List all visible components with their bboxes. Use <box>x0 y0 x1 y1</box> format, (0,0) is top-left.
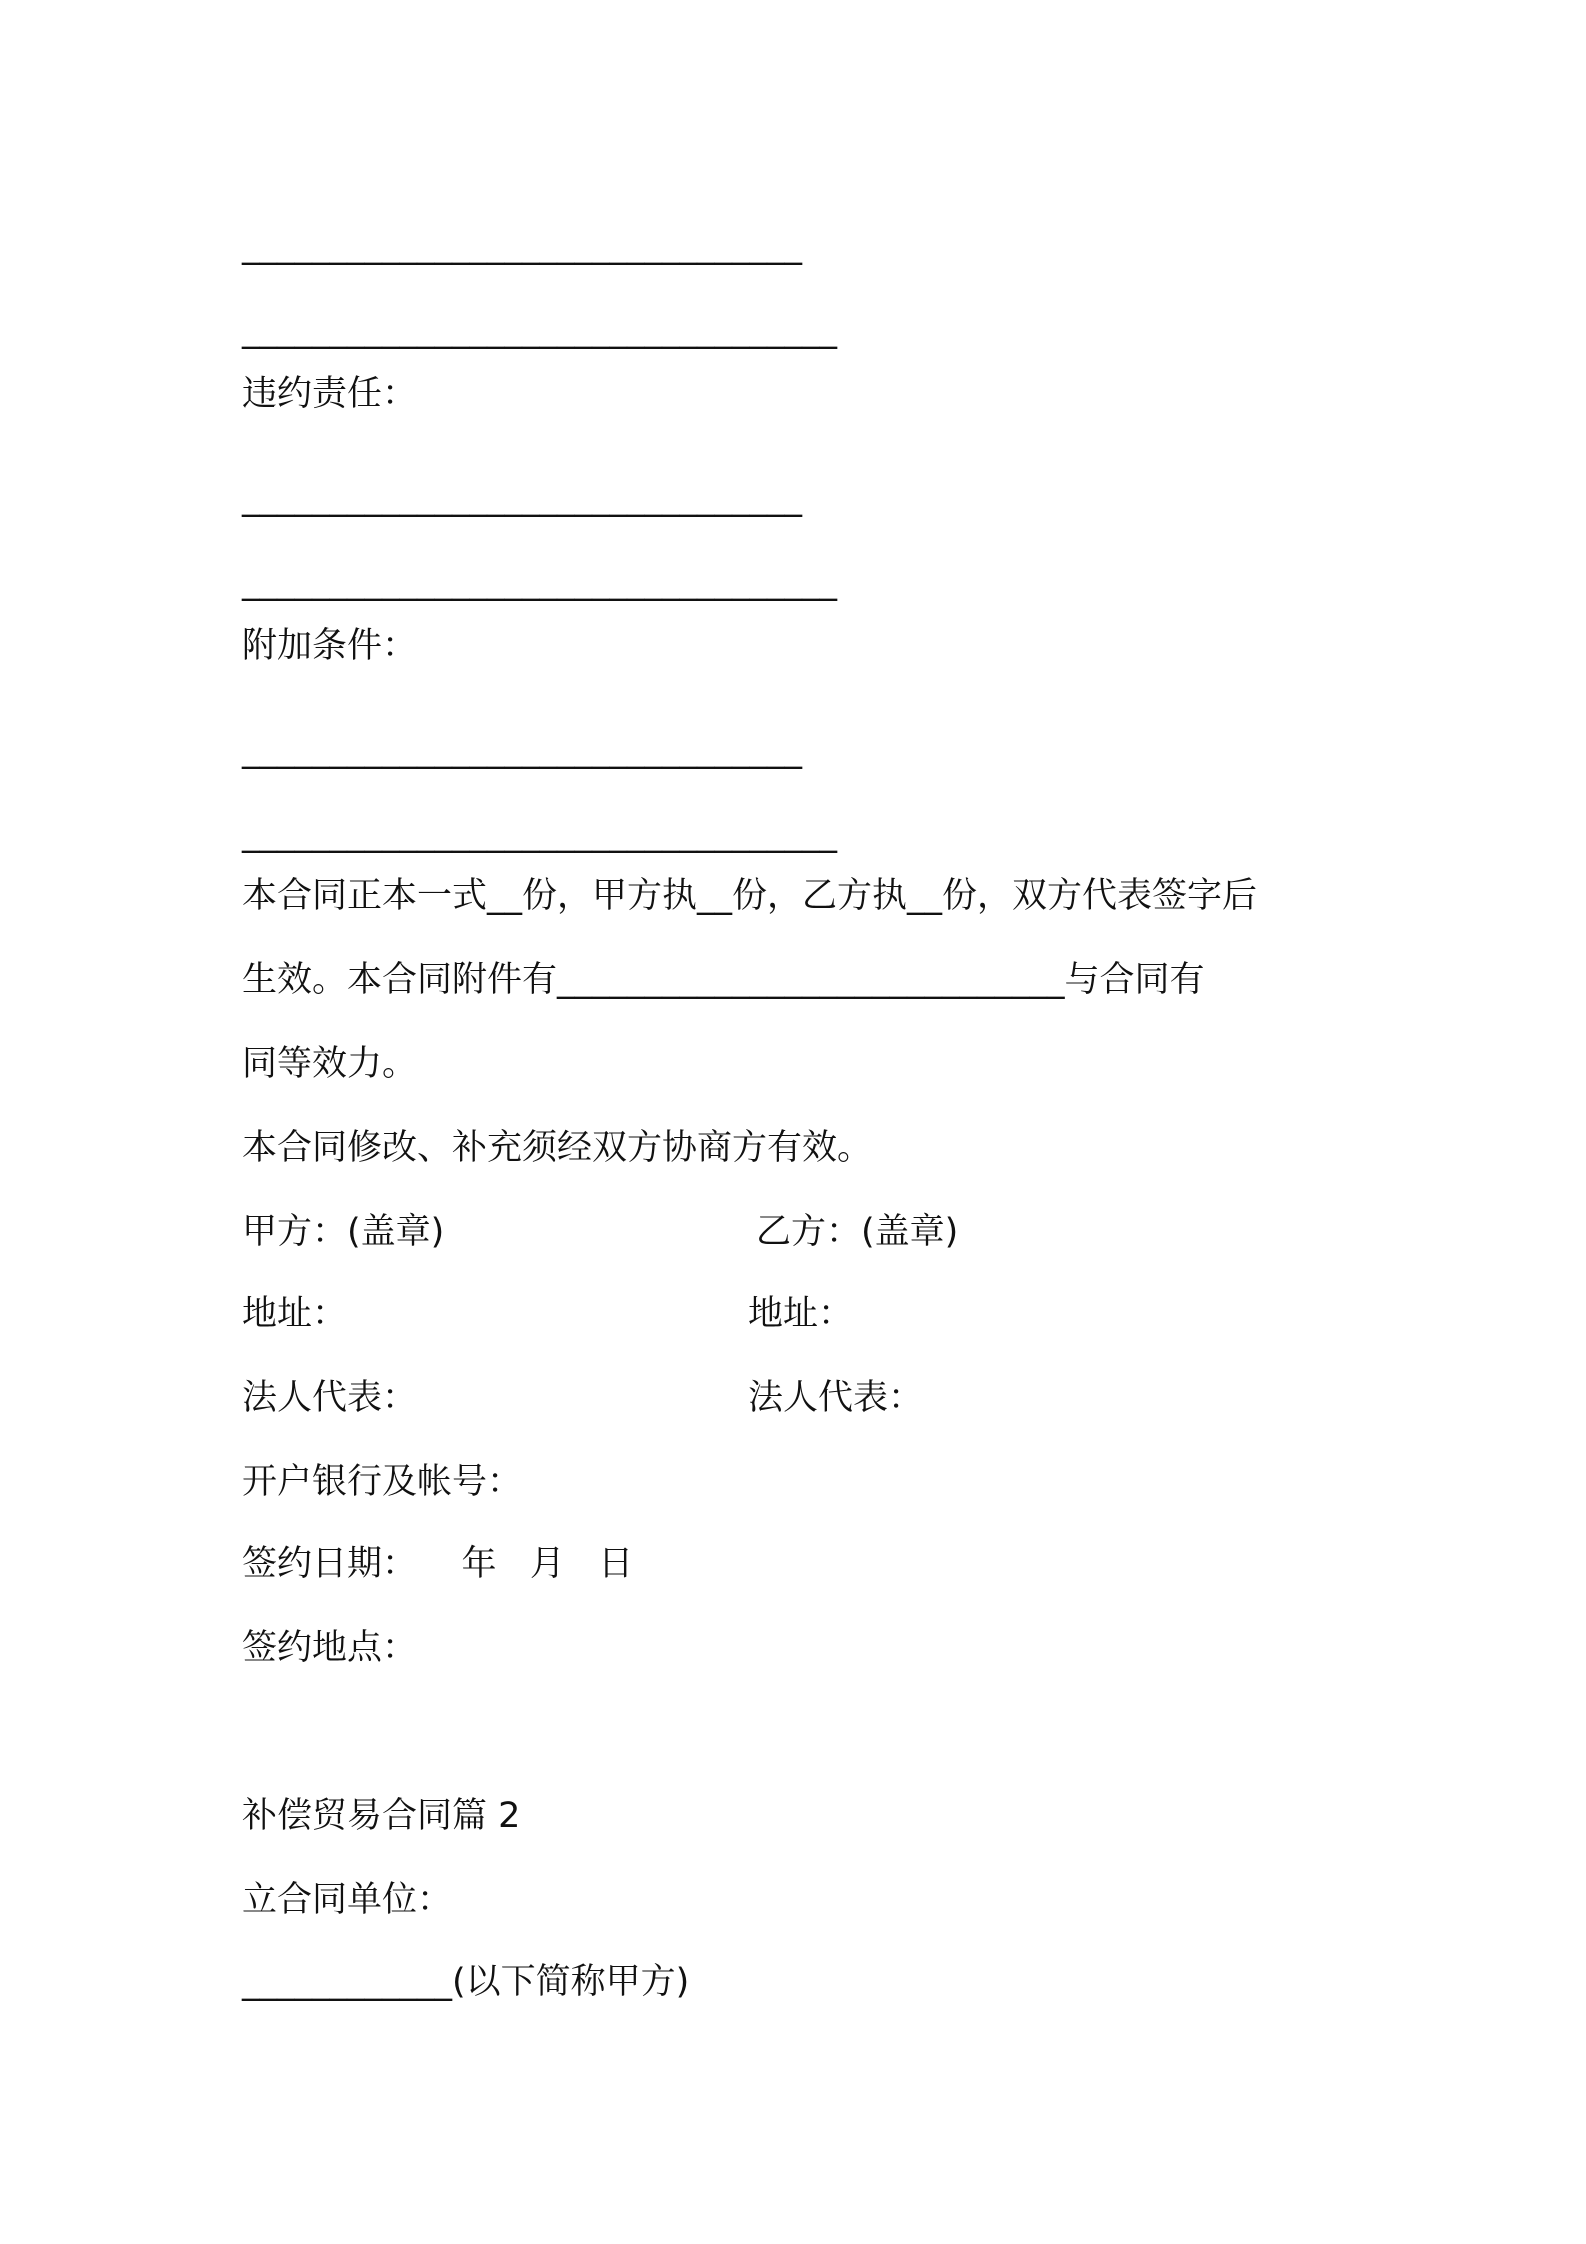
party-a-seal: 甲方：(盖章) <box>242 1212 445 1252</box>
bank-account: 开户银行及帐号： <box>242 1462 523 1502</box>
party-b-legal-representative: 法人代表： <box>748 1378 924 1418</box>
section-title: 补偿贸易合同篇 2 <box>242 1796 521 1836</box>
copies-clause-line-3: 同等效力。 <box>242 1044 418 1084</box>
copies-clause-line-2: 生效。本合同附件有_____________________________与合同有 <box>242 960 1205 1000</box>
amendment-clause: 本合同修改、补充须经双方协商方有效。 <box>242 1128 873 1168</box>
party-a-blank: ____________(以下简称甲方) <box>242 1962 690 2002</box>
blank-line: __________________________________ <box>242 310 837 350</box>
breach-liability-label: 违约责任： <box>242 374 418 414</box>
party-a-address: 地址： <box>242 1294 348 1334</box>
blank-line: ________________________________ <box>242 730 802 770</box>
party-a-legal-representative: 法人代表： <box>242 1378 418 1418</box>
contract-unit-label: 立合同单位： <box>242 1880 453 1920</box>
blank-line: __________________________________ <box>242 562 837 602</box>
copies-clause-line-1: 本合同正本一式__份，甲方执__份，乙方执__份，双方代表签字后 <box>242 876 1258 916</box>
party-b-address: 地址： <box>748 1294 854 1334</box>
blank-line: __________________________________ <box>242 814 837 854</box>
blank-line: ________________________________ <box>242 226 802 266</box>
party-b-seal: 乙方：(盖章) <box>756 1212 959 1252</box>
blank-line: ________________________________ <box>242 478 802 518</box>
signing-place: 签约地点： <box>242 1628 418 1668</box>
signing-date: 签约日期： 年 月 日 <box>242 1544 634 1584</box>
additional-conditions-label: 附加条件： <box>242 626 418 666</box>
